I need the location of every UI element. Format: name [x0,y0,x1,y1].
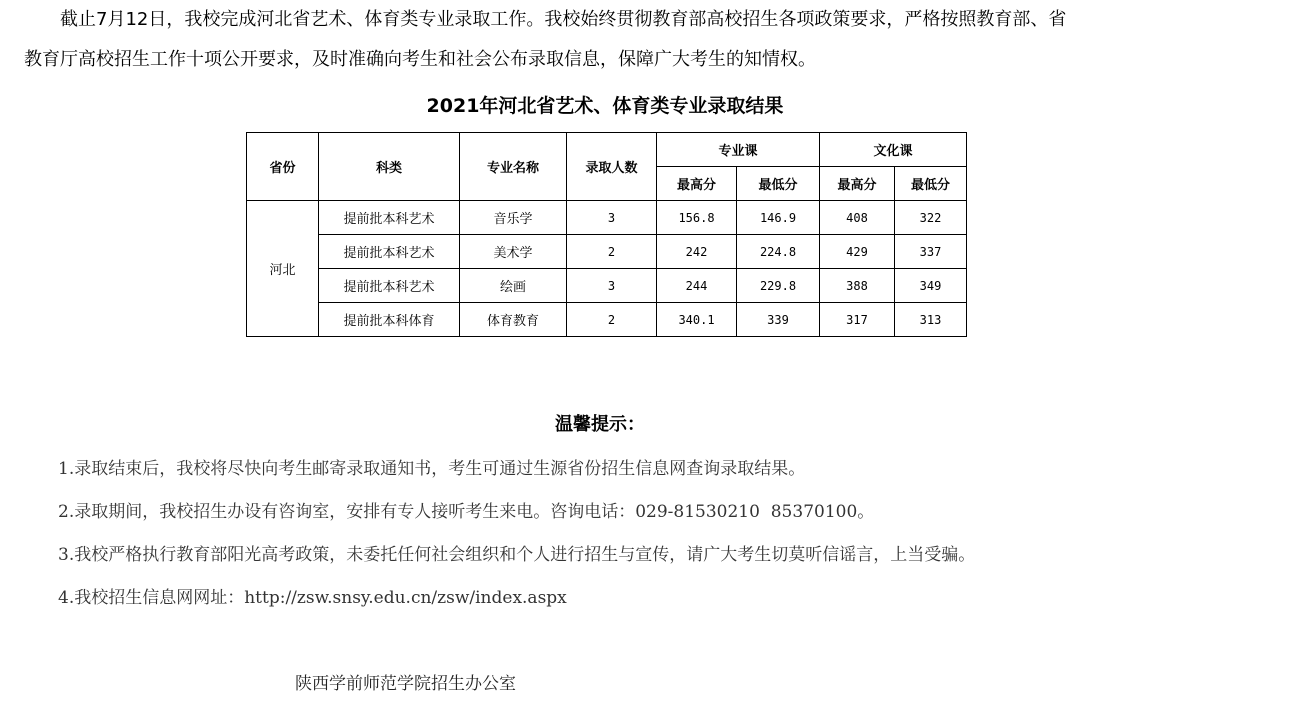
header-province: 省份 [247,133,319,201]
cell-category: 提前批本科体育 [319,303,460,337]
header-cul-min: 最低分 [895,167,967,201]
cell-pro-max: 244 [657,269,737,303]
cell-admitted: 3 [567,269,657,303]
intro-line-1 [24,0,1274,40]
cell-pro-max: 242 [657,235,737,269]
cell-category: 提前批本科艺术 [319,269,460,303]
cell-province: 河北 [247,201,319,337]
table-row [247,201,967,235]
cell-pro-max: 156.8 [657,201,737,235]
cell-cul-min: 337 [895,235,967,269]
tip-item-1: 1.录取结束后，我校将尽快向考生邮寄录取通知书，考生可通过生源省份招生信息网查询录取结果。 [58,459,806,479]
cell-admitted: 2 [567,303,657,337]
cell-pro-min: 339 [737,303,820,337]
table-title: 2021年河北省艺术、体育类专业录取结果 [426,95,784,117]
cell-category: 提前批本科艺术 [319,201,460,235]
cell-major: 音乐学 [460,201,567,235]
header-cultural: 文化课 [820,133,967,167]
intro-line-2: 教育厅高校招生工作十项公开要求，及时准确向考生和社会公布录取信息，保障广大考生的知情权。 [24,49,816,70]
header-major: 专业名称 [460,133,567,201]
cell-admitted: 3 [567,201,657,235]
cell-cul-max: 388 [820,269,895,303]
table-row [247,235,967,269]
header-professional: 专业课 [657,133,820,167]
cell-cul-min: 349 [895,269,967,303]
tips-list [58,448,975,620]
header-pro-min: 最低分 [737,167,820,201]
cell-pro-min: 229.8 [737,269,820,303]
intro-paragraph [24,0,1274,80]
table-row [247,269,967,303]
tips-title: 温馨提示： [555,414,645,435]
cell-category: 提前批本科艺术 [319,235,460,269]
cell-cul-max: 317 [820,303,895,337]
signature-office: 陕西学前师范学院招生办公室 [295,674,516,694]
header-row-1 [247,133,967,167]
header-pro-max: 最高分 [657,167,737,201]
cell-major: 绘画 [460,269,567,303]
header-category: 科类 [319,133,460,201]
header-cul-max: 最高分 [820,167,895,201]
intro-line-1-text: 截止7月12日，我校完成河北省艺术、体育类专业录取工作。我校始终贯彻教育部高校招生各项政策要求，严格按照教育部、省 [60,9,1067,30]
cell-pro-min: 146.9 [737,201,820,235]
results-table [246,132,967,337]
cell-admitted: 2 [567,235,657,269]
cell-pro-max: 340.1 [657,303,737,337]
table-row [247,303,967,337]
cell-cul-min: 313 [895,303,967,337]
cell-cul-max: 429 [820,235,895,269]
cell-major: 体育教育 [460,303,567,337]
tip-item-4: 4.我校招生信息网网址：http://zsw.snsy.edu.cn/zsw/index.aspx [58,588,567,608]
tip-item-3: 3.我校严格执行教育部阳光高考政策，未委托任何社会组织和个人进行招生与宣传，请广大考生切莫听信谣言，上当受骗。 [58,545,976,565]
cell-cul-max: 408 [820,201,895,235]
cell-pro-min: 224.8 [737,235,820,269]
tip-item-2: 2.录取期间，我校招生办设有咨询室，安排有专人接听考生来电。咨询电话：029-81530210 85370100。 [58,502,875,522]
header-admitted: 录取人数 [567,133,657,201]
cell-major: 美术学 [460,235,567,269]
cell-cul-min: 322 [895,201,967,235]
